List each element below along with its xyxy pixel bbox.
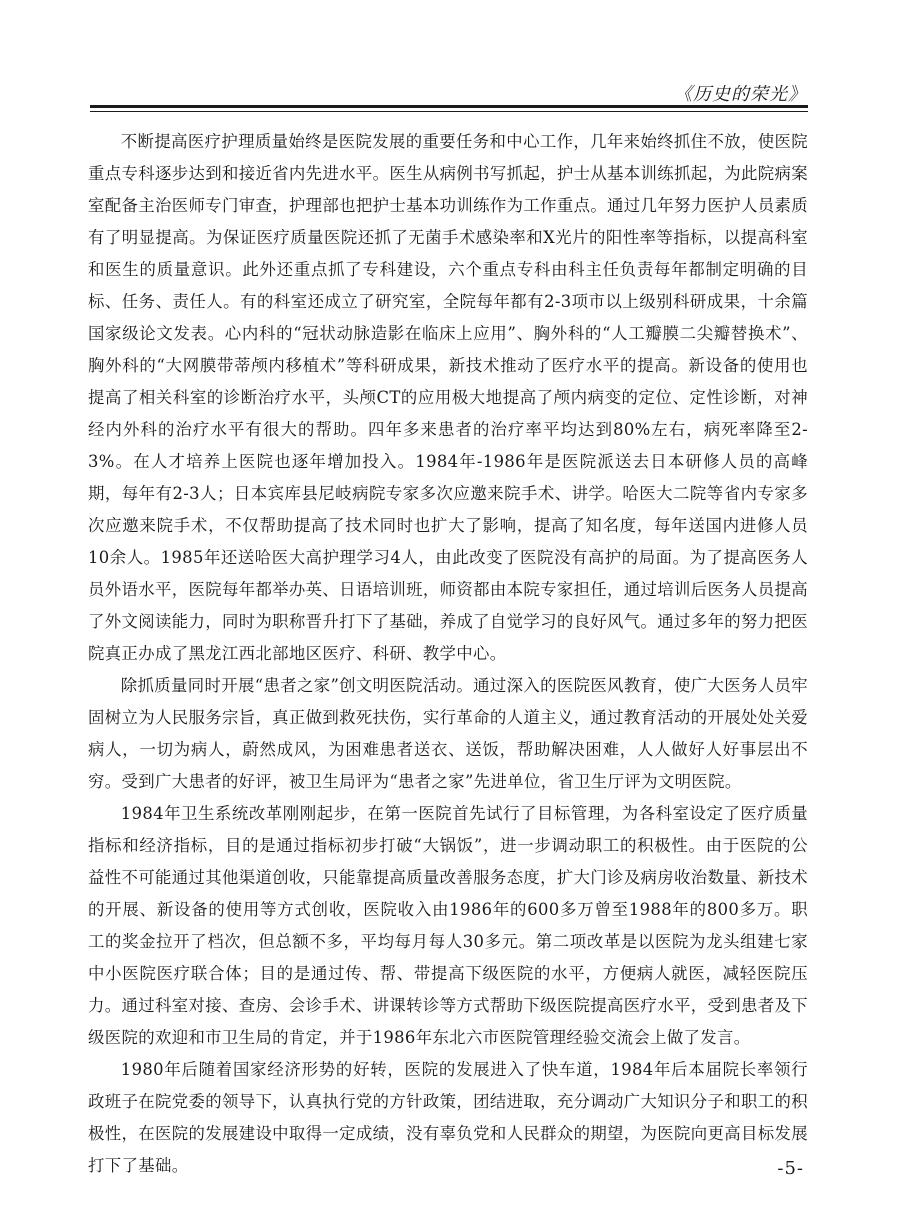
book-title: 《历史的荣光》 (674, 84, 807, 105)
header-rule-thin (90, 111, 808, 112)
page-number: -5- (777, 1158, 804, 1179)
header-rule-thick (90, 105, 808, 108)
paragraph-4: 1980年后随着国家经济形势的好转，医院的发展进入了快车道，1984年后本届院长率领行政班子在院党委的领导下，认真执行党的方针政策，团结进取，充分调动广大知识分子和职工的积极性，在医院的发展建设中取得一定成绩，没有辜负党和人民群众的期望，为医院向更高目标发展打下了基础。 (88, 1060, 808, 1175)
body-text (88, 126, 808, 1182)
paragraph-2: 除抓质量同时开展“患者之家”创文明医院活动。通过深入的医院医风教育，使广大医务人员牢固树立为人民服务宗旨，真正做到救死扶伤，实行革命的人道主义，通过教育活动的开展处处关爱病人，一切为病人，蔚然成风，为困难患者送衣、送饭，帮助解决困难，人人做好人好事层出不穷。受到广大患者的好评，被卫生局评为“患者之家”先进单位，省卫生厅评为文明医院。 (88, 676, 808, 791)
paragraph-1: 不断提高医疗护理质量始终是医院发展的重要任务和中心工作，几年来始终抓住不放，使医院重点专科逐步达到和接近省内先进水平。医生从病例书写抓起，护士从基本训练抓起，为此院病案室配备主治医师专门审查，护理部也把护士基本功训练作为工作重点。通过几年努力医护人员素质有了明显提高。为保证医疗质量医院还抓了无菌手术感染率和X光片的阳性率等指标，以提高科室和医生的质量意识。此外还重点抓了专科建设，六个重点专科由科主任负责每年都制定明确的目标、任务、责任人。有的科室还成立了研究室，全院每年都有2-3项市以上级别科研成果，十余篇国家级论文发表。心内科的“冠状动脉造影在临床上应用”、胸外科的“人工瓣膜二尖瓣替换术”、胸外科的“大网膜带蒂颅内移植术”等科研成果，新技术推动了医疗水平的提高。新设备的使用也提高了相关科室的诊断治疗水平，头颅CT的应用极大地提高了颅内病变的定位、定性诊断，对神经内外科的治疗水平有很大的帮助。四年多来患者的治疗率平均达到80%左右，病死率降至2-3%。在人才培养上医院也逐年增加投入。1984年-1986年是医院派送去日本研修人员的高峰期，每年有2-3人；日本宾库县尼岐病院专家多次应邀来院手术、讲学。哈医大二院等省内专家多次应邀来院手术，不仅帮助提高了技术同时也扩大了影响，提高了知名度，每年送国内进修人员10余人。1985年还送哈医大高护理学习4人，由此改变了医院没有高护的局面。为了提高医务人员外语水平，医院每年都举办英、日语培训班，师资都由本院专家担任，通过培训后医务人员提高了外文阅读能力，同时为职称晋升打下了基础，养成了自觉学习的良好风气。通过多年的努力把医院真正办成了黑龙江西北部地区医疗、科研、教学中心。 (88, 132, 808, 663)
paragraph-3: 1984年卫生系统改革刚刚起步，在第一医院首先试行了目标管理，为各科室设定了医疗质量指标和经济指标，目的是通过指标初步打破“大锅饭”，进一步调动职工的积极性。由于医院的公益性不可能通过其他渠道创收，只能靠提高质量改善服务态度，扩大门诊及病房收治数量、新技术的开展、新设备的使用等方式创收，医院收入由1986年的600多万曾至1988年的800多万。职工的奖金拉开了档次，但总额不多，平均每月每人30多元。第二项改革是以医院为龙头组建七家中小医院医疗联合体；目的是通过传、帮、带提高下级医院的水平，方便病人就医，减轻医院压力。通过科室对接、查房、会诊手术、讲课转诊等方式帮助下级医院提高医疗水平，受到患者及下级医院的欢迎和市卫生局的肯定，并于1986年东北六市医院管理经验交流会上做了发言。 (88, 804, 808, 1047)
